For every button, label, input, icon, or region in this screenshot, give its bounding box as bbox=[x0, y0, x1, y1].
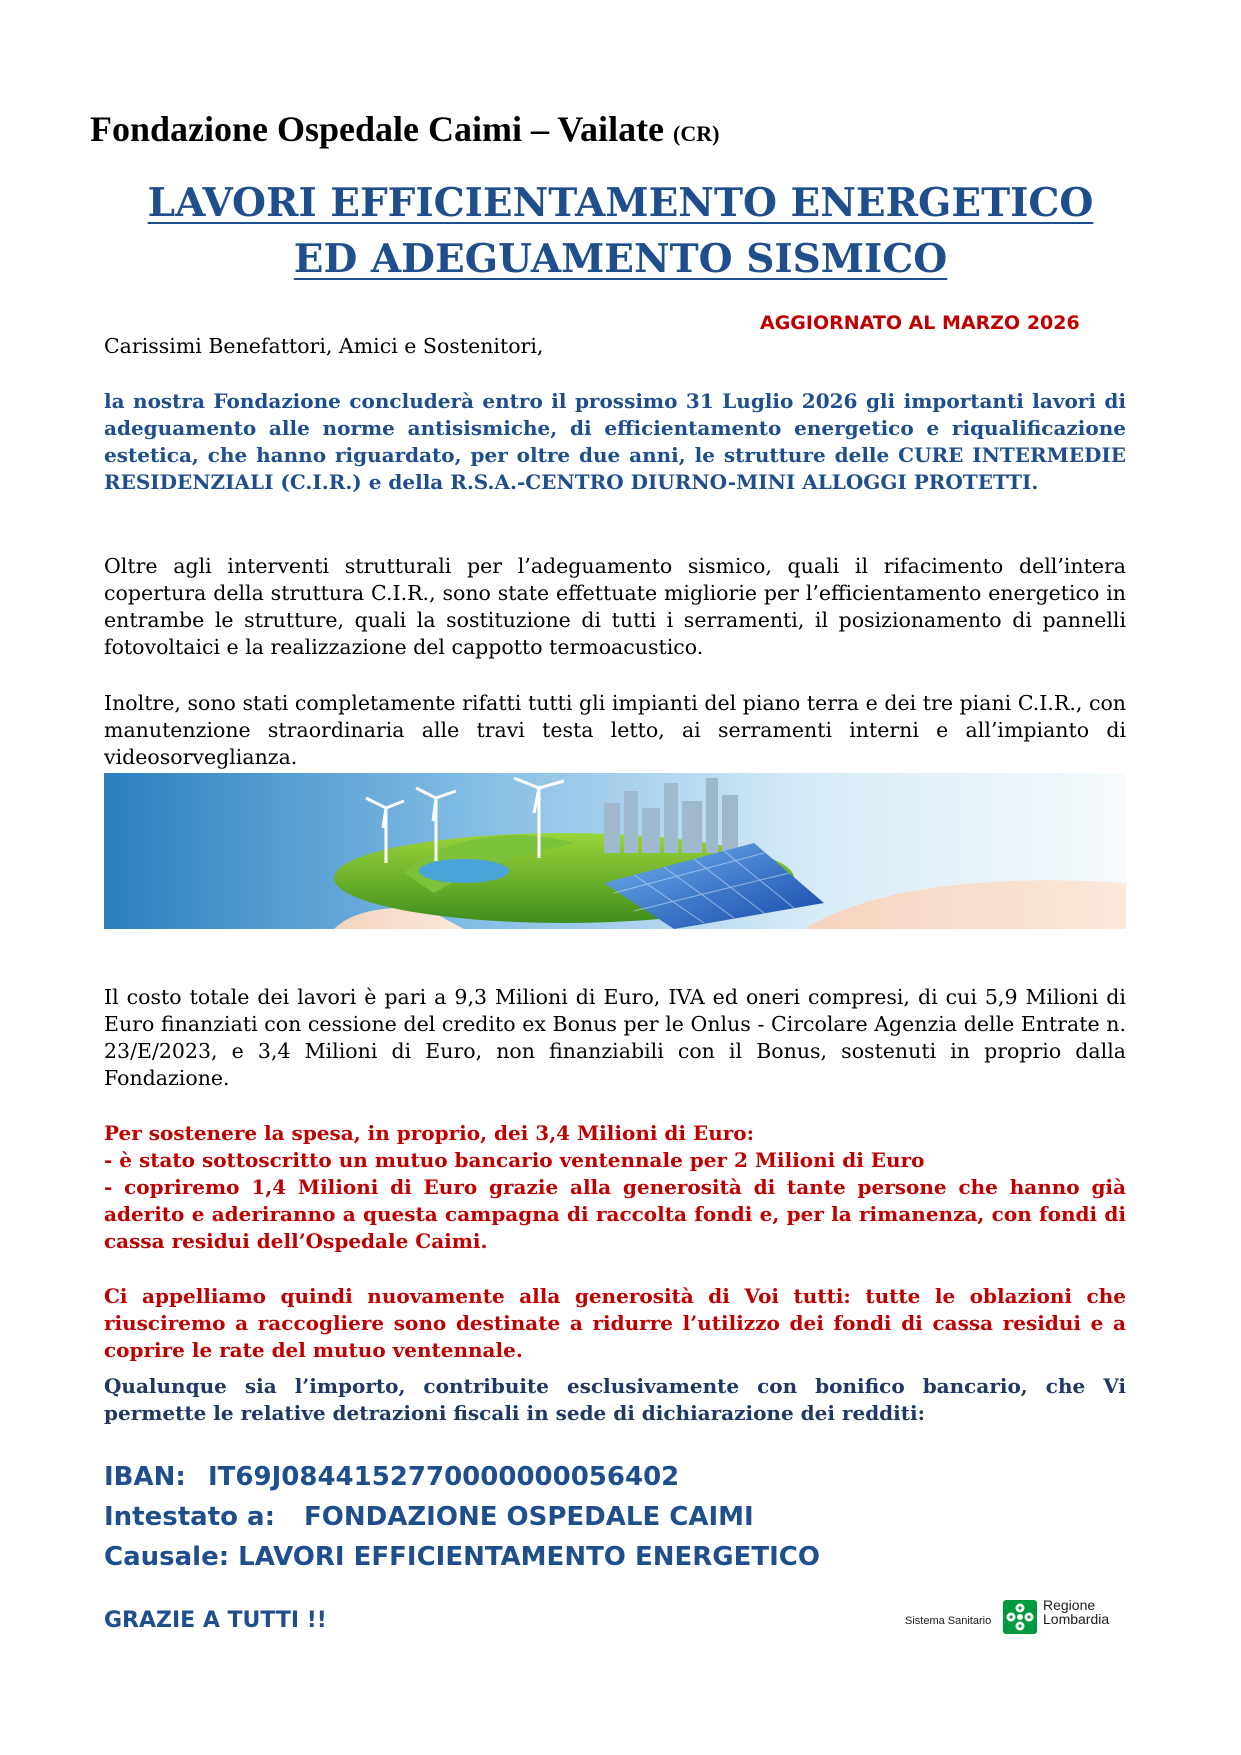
funding-section bbox=[104, 1120, 1126, 1255]
interventions-paragraph: Oltre agli interventi strutturali per l’adeguamento sismico, quali il rifacimento dell’intera copertura della struttura C.I.R., sono state effettuate migliorie per l’efficientamento energetico in entrambe le strutture, quali la sostituzione di tutti i serramenti, il posizionamento di pannelli fotovoltaici e la realizzazione del cappotto termoacustico. bbox=[104, 554, 1126, 659]
reason-label: Causale: bbox=[104, 1542, 230, 1572]
lombardia-rose-icon bbox=[1003, 1600, 1037, 1634]
iban-line bbox=[104, 1462, 679, 1492]
funding-heading: Per sostenere la spesa, in proprio, dei 3,4 Milioni di Euro: bbox=[104, 1121, 755, 1145]
reason-value: LAVORI EFFICIENTAMENTO ENERGETICO bbox=[238, 1542, 820, 1572]
iban-value: IT69J0844152770000000056402 bbox=[208, 1462, 680, 1492]
plants-paragraph: Inoltre, sono stati completamente rifatti tutti gli impianti del piano terra e dei tre piani C.I.R., con manutenzione straordinaria alle travi testa letto, ai serramenti interni e all’impianto di videosorveglianza. bbox=[104, 691, 1126, 769]
intro-paragraph: la nostra Fondazione concluderà entro il prossimo 31 Luglio 2026 gli importanti lavori di adeguamento alle norme antisismiche, di efficientamento energetico e riqualificazione estetica, che hanno riguardato, per oltre due anni, le strutture delle CURE INTERMEDIE RESIDENZIALI (C.I.R.) e della R.S.A.-CENTRO DIURNO-MINI ALLOGGI PROTETTI. bbox=[104, 389, 1126, 494]
organization-header bbox=[90, 108, 719, 150]
closing-thanks: GRAZIE A TUTTI !! bbox=[104, 1608, 327, 1633]
reason-line bbox=[104, 1542, 820, 1572]
appeal-paragraph: Ci appelliamo quindi nuovamente alla generosità di Voi tutti: tutte le oblazioni che riusciremo a raccogliere sono destinate a ridurre l’utilizzo dei fondi di cassa residui e a coprire le rate del mutuo ventennale. bbox=[104, 1284, 1126, 1362]
cost-paragraph: Il costo totale dei lavori è pari a 9,3 Milioni di Euro, IVA ed oneri compresi, di cui 5,9 Milioni di Euro finanziati con cessione del credito ex Bonus per le Onlus - Circolare Agenzia delle Entrate n. 23/E/2023, e 3,4 Milioni di Euro, non finanziabili con il Bonus, sostenuti in proprio dalla Fondazione. bbox=[104, 985, 1126, 1090]
logo-region-line-2: Lombardia bbox=[1043, 1611, 1110, 1627]
document-title-line-1: LAVORI EFFICIENTAMENTO ENERGETICO bbox=[147, 180, 1094, 226]
holder-value: FONDAZIONE OSPEDALE CAIMI bbox=[304, 1502, 754, 1532]
organization-province: (CR) bbox=[673, 121, 720, 146]
holder-label: Intestato a: bbox=[104, 1502, 275, 1532]
logo-system-text: Sistema Sanitario bbox=[905, 1615, 992, 1627]
green-energy-illustration bbox=[104, 773, 1126, 929]
funding-item-mortgage: - è stato sottoscritto un mutuo bancario ventennale per 2 Milioni di Euro bbox=[104, 1148, 925, 1172]
iban-label: IBAN: bbox=[104, 1462, 186, 1492]
greeting: Carissimi Benefattori, Amici e Sostenitori, bbox=[104, 334, 544, 358]
instructions-paragraph: Qualunque sia l’importo, contribuite esclusivamente con bonifico bancario, che Vi permette le relative detrazioni fiscali in sede di dichiarazione dei redditi: bbox=[104, 1374, 1126, 1425]
logo-region-line-1: Regione bbox=[1043, 1597, 1096, 1613]
holder-line bbox=[104, 1502, 754, 1532]
organization-name: Fondazione Ospedale Caimi – Vailate bbox=[90, 109, 665, 149]
green-energy-banner-image bbox=[104, 773, 1126, 929]
document-title-line-2: ED ADEGUAMENTO SISMICO bbox=[293, 236, 948, 282]
updated-date: AGGIORNATO AL MARZO 2026 bbox=[760, 312, 1080, 334]
regione-lombardia-logo bbox=[905, 1598, 1130, 1638]
logo-region-text bbox=[1043, 1598, 1109, 1626]
funding-item-donations: - copriremo 1,4 Milioni di Euro grazie alla generosità di tante persone che hanno già aderito e aderiranno a questa campagna di raccolta fondi e, per la rimanenza, con fondi di cassa residui dell’Ospedale Caimi. bbox=[104, 1175, 1126, 1253]
